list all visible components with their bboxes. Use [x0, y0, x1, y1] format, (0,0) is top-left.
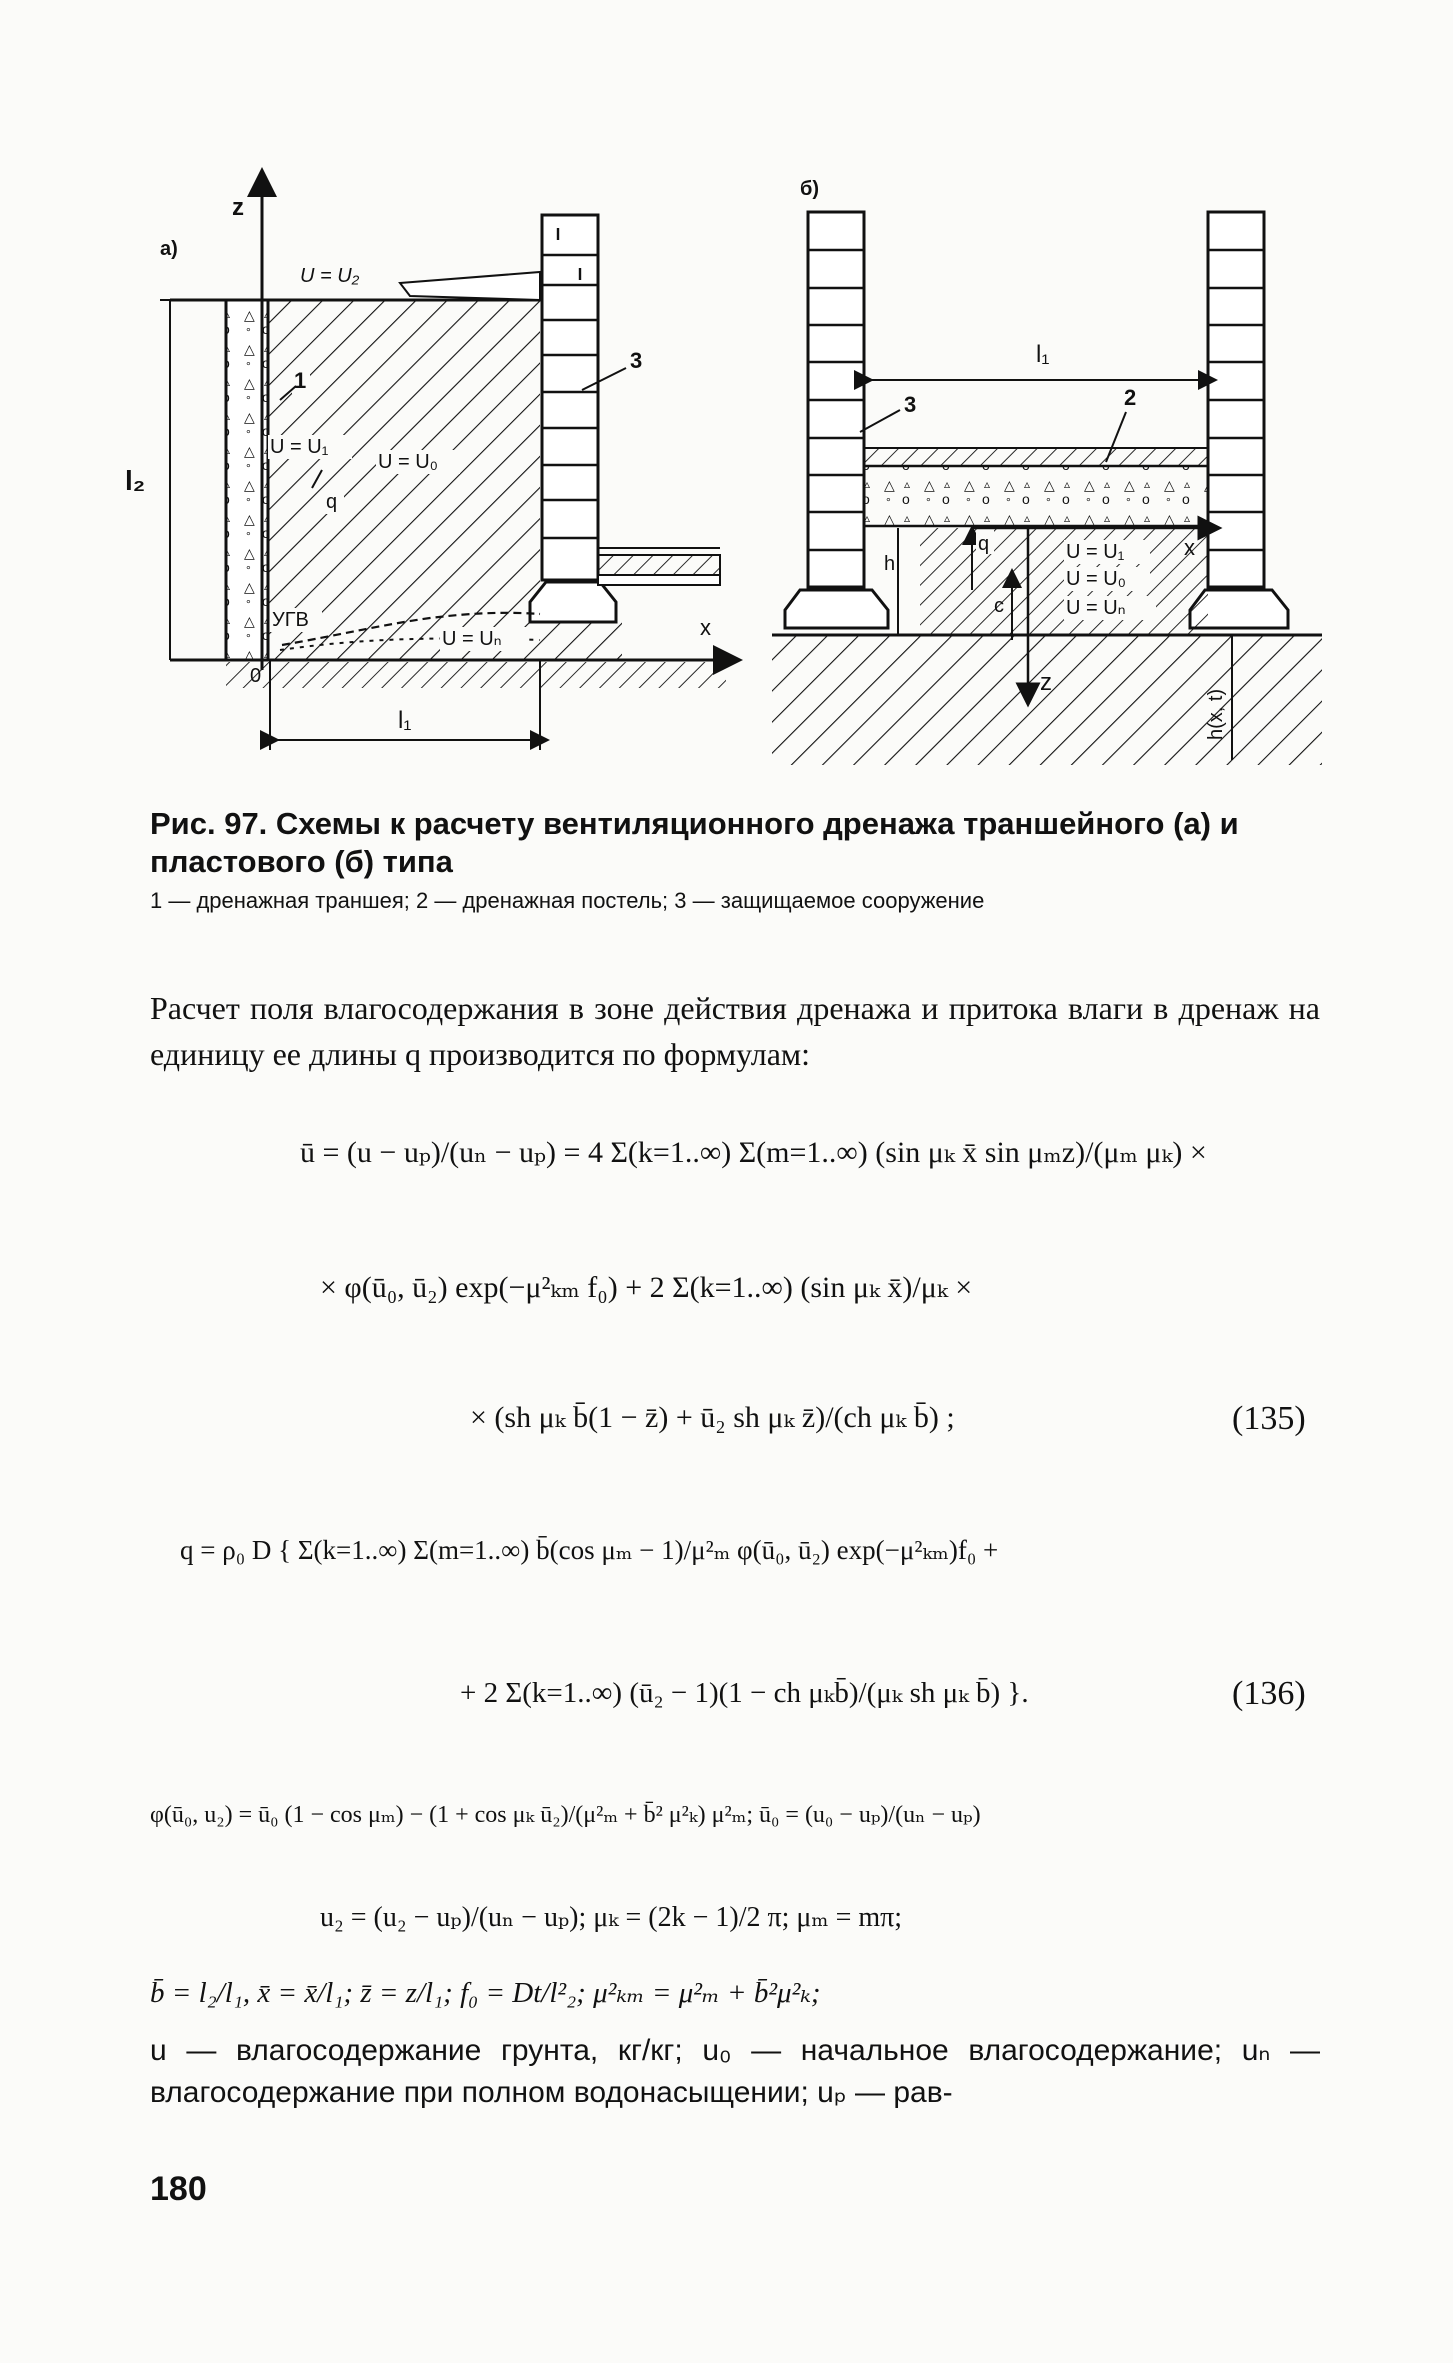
- panel-b: [772, 178, 1322, 765]
- x-axis-label: x: [700, 615, 711, 640]
- eq136-line2: + 2 Σ(k=1..∞) (ū₂ − 1)(1 − ch μₖb̄)/(μₖ sh μₖ b̄) }.: [460, 1677, 1029, 1709]
- panel-a: [125, 182, 728, 750]
- dim-l1: l₁: [398, 707, 412, 734]
- label-a-q: q: [326, 491, 338, 513]
- label-b-q: q: [978, 533, 990, 555]
- eq136-number: (136): [1232, 1675, 1306, 1712]
- figure-caption-title: Рис. 97. Схемы к расчету вентиляционного дренажа траншейного (а) и пластового (б) типа: [150, 806, 1239, 879]
- label-b-u0: U = U₀: [1066, 568, 1126, 590]
- label-a-u1: U = U₁: [270, 436, 329, 458]
- panel-b-label: б): [800, 178, 820, 200]
- eq135-line3: × (sh μₖ b̄(1 − z̄) + ū₂ sh μₖ z̄)/(ch μₖ b̄) ;: [470, 1401, 955, 1434]
- label-b-un: U = Uₙ: [1066, 597, 1126, 619]
- panel-a-label: а): [160, 238, 178, 260]
- eq135-line1: ū = (u − uₚ)/(uₙ − uₚ) = 4 Σ(k=1..∞) Σ(m=1..∞) (sin μₖ x̄ sin μₘz)/(μₘ μₖ) ×: [300, 1136, 1207, 1169]
- label-a-3: 3: [630, 348, 643, 373]
- label-a-u0: U = U₀: [378, 451, 438, 473]
- protected-structure-b-left: [785, 212, 888, 628]
- label-b-3: 3: [904, 392, 917, 417]
- label-a-ugv: УГВ: [272, 609, 309, 631]
- figure-caption-legend: 1 — дренажная траншея; 2 — дренажная постель; 3 — защищаемое сооружение: [150, 888, 985, 913]
- label-a-1: 1: [294, 368, 307, 393]
- definitions-paragraph: u — влагосодержание грунта, кг/кг; u₀ — начальное влагосодержание; uₙ — влагосодержание при полном водонасыщении; uₚ — рав-: [150, 2034, 1320, 2109]
- page-number: 180: [150, 2170, 207, 2208]
- label-b-x: x: [1184, 535, 1195, 560]
- dim-b-l1: l₁: [1036, 341, 1050, 368]
- figure-97: [0, 0, 1453, 800]
- aux-line2: u₂ = (u₂ − uₚ)/(uₙ − uₚ); μₖ = (2k − 1)/2 π; μₘ = mπ;: [320, 1902, 903, 1933]
- z-axis-label: z: [232, 194, 244, 221]
- aux-line1: φ(ū₀, u₂) = ū₀ (1 − cos μₘ) − (1 + cos μₖ ū₂)/(μ²ₘ + b̄² μ²ₖ) μ²ₘ; ū₀ = (u₀ − uₚ)/(uₙ − uₚ): [150, 1802, 981, 1828]
- label-a-u2: U = U₂: [300, 265, 360, 287]
- protected-structure-a: [530, 215, 720, 622]
- eq136-line1: q = ρ₀ D { Σ(k=1..∞) Σ(m=1..∞) b̄(cos μₘ − 1)/μ²ₘ φ(ū₀, ū₂) exp(−μ²ₖₘ)f₀ +: [180, 1535, 999, 1565]
- label-b-c: c: [994, 595, 1004, 617]
- aux-line3: b̄ = l₂/l₁, x̄ = x̄/l₁; z̄ = z/l₁; f₀ = Dt/l²₂; μ²ₖₘ = μ²ₘ + b̄²μ²ₖ;: [150, 1977, 821, 2009]
- label-b-2: 2: [1124, 385, 1137, 410]
- label-b-u1: U = U₁: [1066, 541, 1125, 563]
- dim-l2: l₂: [125, 465, 146, 496]
- label-a-un: U = Uₙ: [442, 628, 502, 650]
- drainage-bed: [864, 466, 1208, 526]
- eq135-number: (135): [1232, 1400, 1306, 1437]
- label-b-h: h: [884, 553, 896, 575]
- label-b-hxt: h(x, t): [1205, 688, 1227, 740]
- label-b-z: z: [1040, 669, 1052, 696]
- intro-paragraph: Расчет поля влагосодержания в зоне действия дренажа и притока влаги в дренаж на единицу ее длины q производится по формулам:: [150, 990, 1320, 1072]
- eq135-line2: × φ(ū₀, ū₂) exp(−μ²ₖₘ f₀) + 2 Σ(k=1..∞) (sin μₖ x̄)/μₖ ×: [320, 1271, 973, 1304]
